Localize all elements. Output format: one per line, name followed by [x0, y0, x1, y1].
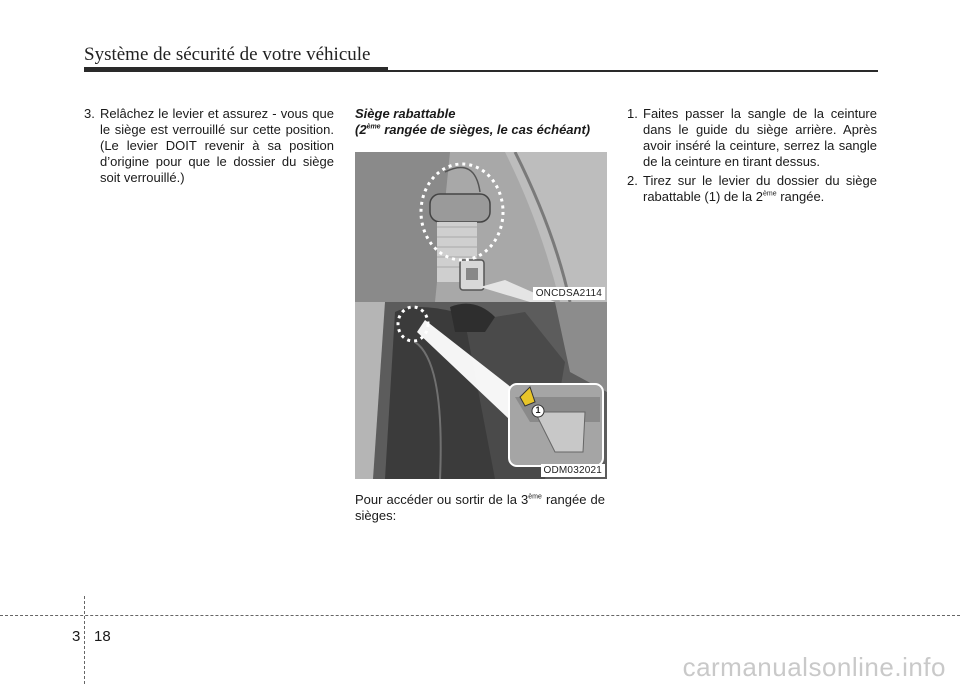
superscript: ème [762, 190, 777, 198]
list-text: Relâchez le levier et assurez - vous que le siège est verrouillé sur cette position. (Le levier DOIT revenir à sa position d’origine pour que le dossier du siège soit verrouillé.) [100, 106, 334, 185]
paragraph-text: rangée de sièges: [355, 492, 605, 523]
header-rule-thin [388, 70, 878, 72]
list-text: Faites passer la sangle de la ceinture dans le guide du siège arrière. Après avoir inséré la ceinture, serrez la sangle de la ceinture en tirant dessus. [643, 106, 877, 169]
list-item [84, 106, 334, 186]
list-number: 2. [627, 173, 638, 188]
subtitle-line-2 [355, 122, 610, 138]
page-header-title: Système de sécurité de votre véhicule [84, 44, 371, 65]
figure-seat-lever [355, 302, 607, 479]
seat-lever-illustration [355, 302, 607, 479]
list-text-part: rangée. [776, 189, 825, 204]
section-number: 3 [72, 628, 81, 645]
seatbelt-guide-illustration [355, 152, 607, 302]
list-text-part: Tirez sur le levier du dossier du siège rabattable (1) de la 2 [643, 173, 877, 204]
superscript: ème [528, 493, 542, 501]
subtitle-text: rangée de sièges, le cas échéant) [380, 122, 591, 137]
column-left [84, 106, 334, 189]
header-rule-thick [84, 67, 388, 72]
subtitle-line-1: Siège rabattable [355, 106, 456, 121]
section-subtitle [355, 106, 610, 138]
figure-seatbelt-guide [355, 152, 607, 302]
list-number: 3. [84, 106, 95, 121]
footer-rule-horizontal [0, 615, 960, 617]
footer-rule-vertical [84, 596, 86, 684]
list-item [627, 106, 877, 170]
subtitle-text: (2 [355, 122, 367, 137]
page-number: 18 [94, 628, 111, 645]
list-number: 1. [627, 106, 638, 121]
list-text [643, 173, 877, 205]
paragraph-text: Pour accéder ou sortir de la 3 [355, 492, 529, 507]
figure-code: ONCDSA2114 [533, 287, 605, 300]
access-paragraph [355, 492, 605, 524]
callout-number: 1 [535, 405, 541, 415]
list-item [627, 173, 877, 205]
superscript: ème [366, 123, 381, 131]
column-right [627, 106, 877, 208]
watermark-text: carmanualsonline.info [682, 652, 946, 682]
figure-code: ODM032021 [541, 464, 606, 477]
